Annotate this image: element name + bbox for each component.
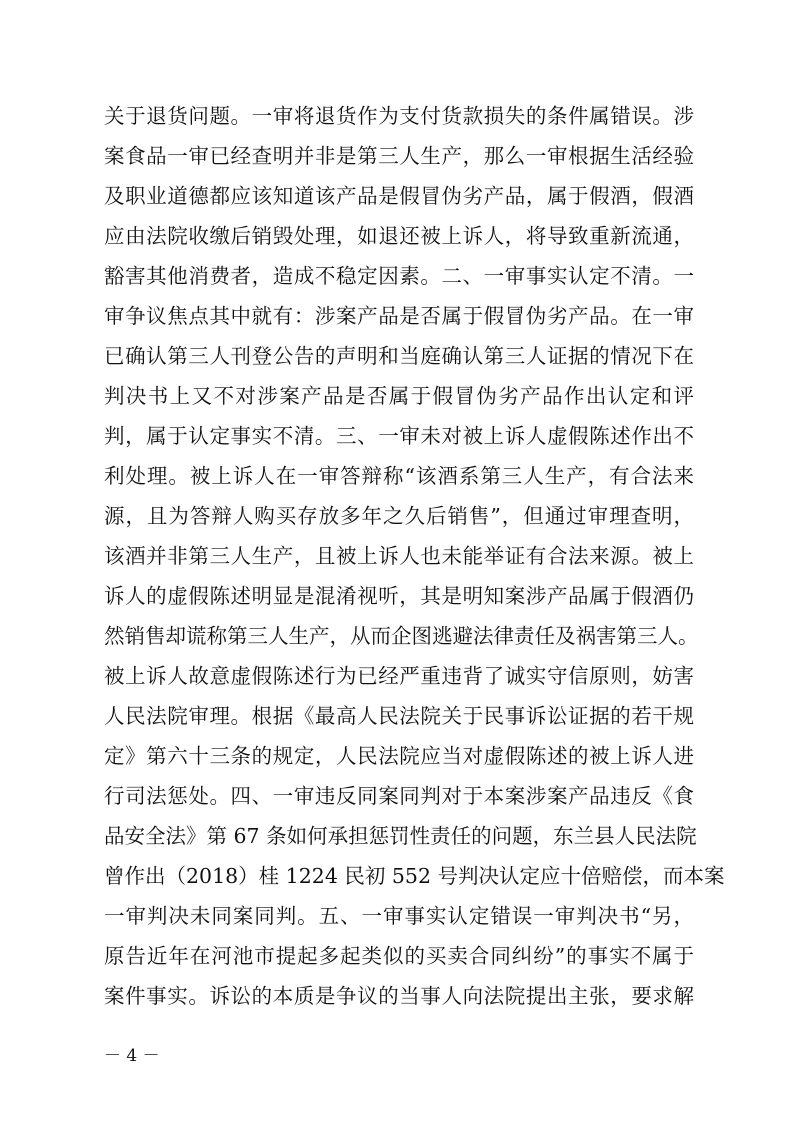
body-text (104, 96, 725, 1016)
text-line: 一审判决未同案同判。五、一审事实认定错误一审判决书“另， (104, 904, 694, 928)
text-line: 判，属于认定事实不清。三、一审未对被上诉人虚假陈述作出不 (104, 424, 694, 448)
text-line: 已确认第三人刊登公告的声明和当庭确认第三人证据的情况下在 (104, 344, 694, 368)
text-line: 品安全法》第 67 条如何承担惩罚性责任的问题，东兰县人民法院 (104, 824, 697, 848)
text-line: 行司法惩处。四、一审违反同案同判对于本案涉案产品违反《食 (104, 784, 694, 808)
text-line: 利处理。被上诉人在一审答辩称“该酒系第三人生产，有合法来 (104, 464, 694, 488)
text-line: 然销售却谎称第三人生产，从而企图逃避法律责任及祸害第三人。 (104, 624, 699, 648)
text-line: 豁害其他消费者，造成不稳定因素。二、一审事实认定不清。一 (104, 264, 694, 288)
text-line: 曾作出（2018）桂 1224 民初 552 号判决认定应十倍赔偿，而本案 (104, 864, 725, 888)
text-line: 原告近年在河池市提起多起类似的买卖合同纠纷”的事实不属于 (104, 944, 694, 968)
text-line: 定》第六十三条的规定，人民法院应当对虚假陈述的被上诉人进 (104, 744, 694, 768)
text-line: 关于退货问题。一审将退货作为支付货款损失的条件属错误。涉 (104, 104, 694, 128)
page-number: － 4 － (104, 1046, 160, 1066)
text-line: 源，且为答辩人购买存放多年之久后销售”，但通过审理查明， (104, 504, 694, 528)
text-line: 该酒并非第三人生产，且被上诉人也未能举证有合法来源。被上 (104, 544, 694, 568)
text-line: 案件事实。诉讼的本质是争议的当事人向法院提出主张，要求解 (104, 984, 694, 1008)
text-line: 审争议焦点其中就有：涉案产品是否属于假冒伪劣产品。在一审 (104, 304, 694, 328)
text-line: 应由法院收缴后销毁处理，如退还被上诉人，将导致重新流通， (104, 224, 694, 248)
text-line: 案食品一审已经查明并非是第三人生产，那么一审根据生活经验 (104, 144, 694, 168)
text-line: 被上诉人故意虚假陈述行为已经严重违背了诚实守信原则，妨害 (104, 664, 694, 688)
text-line: 人民法院审理。根据《最高人民法院关于民事诉讼证据的若干规 (104, 704, 694, 728)
text-line: 诉人的虚假陈述明显是混淆视听，其是明知案涉产品属于假酒仍 (104, 584, 694, 608)
text-line: 判决书上又不对涉案产品是否属于假冒伪劣产品作出认定和评 (104, 384, 694, 408)
text-line: 及职业道德都应该知道该产品是假冒伪劣产品，属于假酒，假酒 (104, 184, 694, 208)
